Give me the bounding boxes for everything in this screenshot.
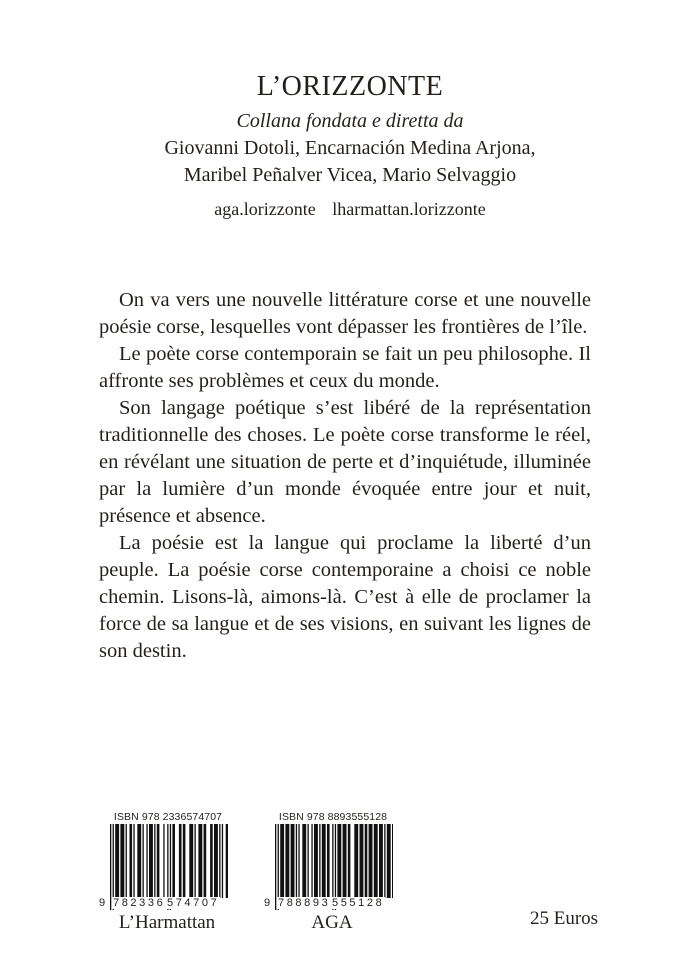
barcode-right-digits: 574707 <box>167 897 220 909</box>
barcode-right-digits: 555128 <box>332 897 385 909</box>
barcode-digits <box>263 897 393 910</box>
barcode-first-digit: 9 <box>264 897 273 909</box>
barcode-left-digits: 782336 <box>113 897 166 909</box>
barcode-bars <box>263 824 393 910</box>
back-cover-text <box>99 287 591 665</box>
directors-line-2: Maribel Peñalver Vicea, Mario Selvaggio <box>183 164 517 186</box>
barcode-bars <box>98 824 228 910</box>
site-aga: aga.lorizzonte <box>214 199 316 219</box>
publisher-name: L’Harmattan <box>118 912 216 933</box>
paragraph: Le poète corse contemporain se fait un peu philosophe. Il affronte ses problèmes et ceux du monde. <box>99 343 591 392</box>
paragraph: On va vers une nouvelle littérature corse et une nouvelle poésie corse, lesquelles vont dépasser les frontières de l’île. <box>99 289 591 338</box>
series-header <box>0 70 700 221</box>
series-subtitle: Collana fondata e diretta da <box>236 110 464 132</box>
paragraph: La poésie est la langue qui proclame la liberté d’un peuple. La poésie corse contemporaine a choisi ce noble chemin. Lisons-là, aimons-là. C’est à elle de proclamer la force de sa langue et de ses visions, en suivant les lignes de son destin. <box>99 532 591 662</box>
paragraph: Son langage poétique s’est libéré de la représentation traditionnelle des choses. Le poète corse transforme le réel, en révélant une situation de perte et d’inquiétude, illuminée par la lumière d’un monde évoquée entre jour et nuit, présence et absence. <box>99 397 591 527</box>
isbn-label: ISBN 978 8893555128 <box>278 811 388 823</box>
isbn-label: ISBN 978 2336574707 <box>113 811 223 823</box>
site-lharmattan: lharmattan.lorizzonte <box>332 199 486 219</box>
barcode-aga <box>263 811 393 934</box>
barcode-first-digit: 9 <box>99 897 108 909</box>
directors-line-1: Giovanni Dotoli, Encarnación Medina Arjona, <box>164 137 536 159</box>
publisher-name: AGA <box>311 912 353 933</box>
barcode-digits <box>98 897 228 910</box>
series-title: L’ORIZZONTE <box>256 71 444 102</box>
price: 25 Euros <box>530 908 599 929</box>
barcode-left-digits: 788893 <box>278 897 331 909</box>
series-sites <box>0 197 700 221</box>
barcode-lharmattan <box>98 811 228 934</box>
